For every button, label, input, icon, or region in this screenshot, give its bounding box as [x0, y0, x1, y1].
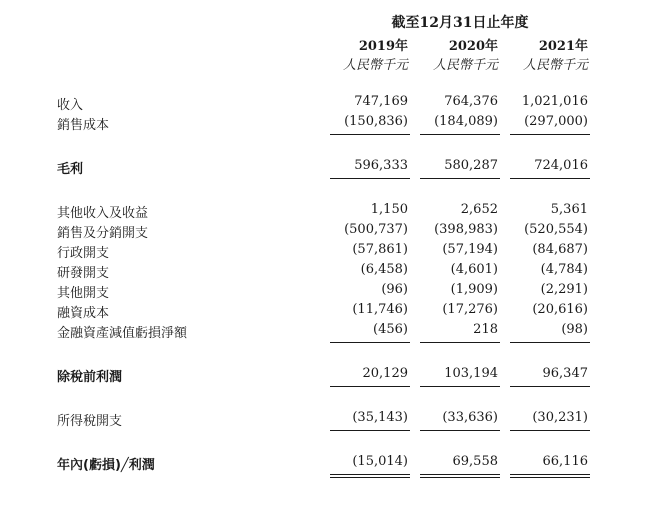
cell-rnd-expenses-2020: (4,601)	[450, 262, 498, 277]
cell-profit-loss-for-year-2021: 66,116	[542, 454, 588, 469]
total-rule	[510, 134, 590, 135]
cell-finance-costs-2020: (17,276)	[442, 302, 498, 317]
cell-revenue-2019: 747,169	[354, 94, 408, 109]
row-label-gross-profit: 毛利	[57, 162, 84, 177]
year-header-2019: 2019年	[358, 39, 408, 54]
unit-header: 人民幣千元	[522, 58, 588, 73]
cell-rnd-expenses-2019: (6,458)	[360, 262, 408, 277]
total-rule	[510, 474, 590, 475]
cell-income-tax-expense-2019: (35,143)	[352, 410, 408, 425]
total-rule	[330, 386, 410, 387]
row-label-revenue: 收入	[57, 98, 84, 113]
total-rule	[510, 430, 590, 431]
cell-other-income-2019: 1,150	[370, 202, 408, 217]
cell-revenue-2020: 764,376	[444, 94, 498, 109]
cell-income-tax-expense-2020: (33,636)	[442, 410, 498, 425]
cell-income-tax-expense-2021: (30,231)	[532, 410, 588, 425]
cell-other-expenses-2021: (2,291)	[540, 282, 588, 297]
cell-cost-of-sales-2019: (150,836)	[344, 114, 408, 129]
cell-other-expenses-2020: (1,909)	[450, 282, 498, 297]
cell-impairment-losses-2019: (456)	[373, 322, 408, 337]
total-rule	[330, 430, 410, 431]
cell-other-income-2021: 5,361	[550, 202, 588, 217]
total-rule	[420, 178, 500, 179]
double-total-rule	[330, 477, 410, 478]
total-rule	[510, 386, 590, 387]
row-label-impairment-losses: 金融資產減值虧損淨額	[57, 326, 188, 341]
cell-administrative-expenses-2020: (57,194)	[442, 242, 498, 257]
total-rule	[330, 178, 410, 179]
unit-header: 人民幣千元	[432, 58, 498, 73]
cell-impairment-losses-2021: (98)	[561, 322, 588, 337]
cell-rnd-expenses-2021: (4,784)	[540, 262, 588, 277]
cell-selling-distribution-expenses-2021: (520,554)	[524, 222, 588, 237]
cell-finance-costs-2019: (11,746)	[352, 302, 408, 317]
cell-cost-of-sales-2021: (297,000)	[524, 114, 588, 129]
cell-other-income-2020: 2,652	[460, 202, 498, 217]
row-label-finance-costs: 融資成本	[57, 306, 110, 321]
total-rule	[420, 474, 500, 475]
total-rule	[420, 430, 500, 431]
cell-finance-costs-2021: (20,616)	[532, 302, 588, 317]
double-total-rule	[420, 477, 500, 478]
row-label-income-tax-expense: 所得稅開支	[57, 414, 123, 429]
cell-gross-profit-2021: 724,016	[534, 158, 588, 173]
cell-cost-of-sales-2020: (184,089)	[434, 114, 498, 129]
cell-profit-loss-for-year-2019: (15,014)	[352, 454, 408, 469]
row-label-other-income: 其他收入及收益	[57, 206, 149, 221]
total-rule	[420, 134, 500, 135]
cell-profit-before-tax-2019: 20,129	[362, 366, 408, 381]
period-header: 截至12月31日止年度	[391, 15, 529, 31]
total-rule	[330, 474, 410, 475]
row-label-administrative-expenses: 行政開支	[57, 246, 110, 261]
cell-selling-distribution-expenses-2020: (398,983)	[434, 222, 498, 237]
cell-revenue-2021: 1,021,016	[521, 94, 588, 109]
total-rule	[330, 342, 410, 343]
total-rule	[420, 386, 500, 387]
year-header-2021: 2021年	[538, 39, 588, 54]
total-rule	[330, 134, 410, 135]
row-label-other-expenses: 其他開支	[57, 286, 110, 301]
row-label-cost-of-sales: 銷售成本	[57, 118, 110, 133]
double-total-rule	[510, 477, 590, 478]
row-label-profit-loss-for-year: 年內(虧損)╱利潤	[57, 458, 155, 473]
row-label-rnd-expenses: 研發開支	[57, 266, 110, 281]
total-rule	[510, 178, 590, 179]
cell-other-expenses-2019: (96)	[381, 282, 408, 297]
cell-administrative-expenses-2019: (57,861)	[352, 242, 408, 257]
cell-profit-before-tax-2020: 103,194	[444, 366, 498, 381]
cell-gross-profit-2019: 596,333	[354, 158, 408, 173]
cell-impairment-losses-2020: 218	[473, 322, 498, 337]
total-rule	[420, 342, 500, 343]
cell-selling-distribution-expenses-2019: (500,737)	[344, 222, 408, 237]
cell-gross-profit-2020: 580,287	[444, 158, 498, 173]
year-header-2020: 2020年	[448, 39, 498, 54]
unit-header: 人民幣千元	[342, 58, 408, 73]
cell-profit-loss-for-year-2020: 69,558	[452, 454, 498, 469]
total-rule	[510, 342, 590, 343]
cell-administrative-expenses-2021: (84,687)	[532, 242, 588, 257]
cell-profit-before-tax-2021: 96,347	[542, 366, 588, 381]
row-label-selling-distribution-expenses: 銷售及分銷開支	[57, 226, 149, 241]
row-label-profit-before-tax: 除稅前利潤	[57, 370, 123, 385]
